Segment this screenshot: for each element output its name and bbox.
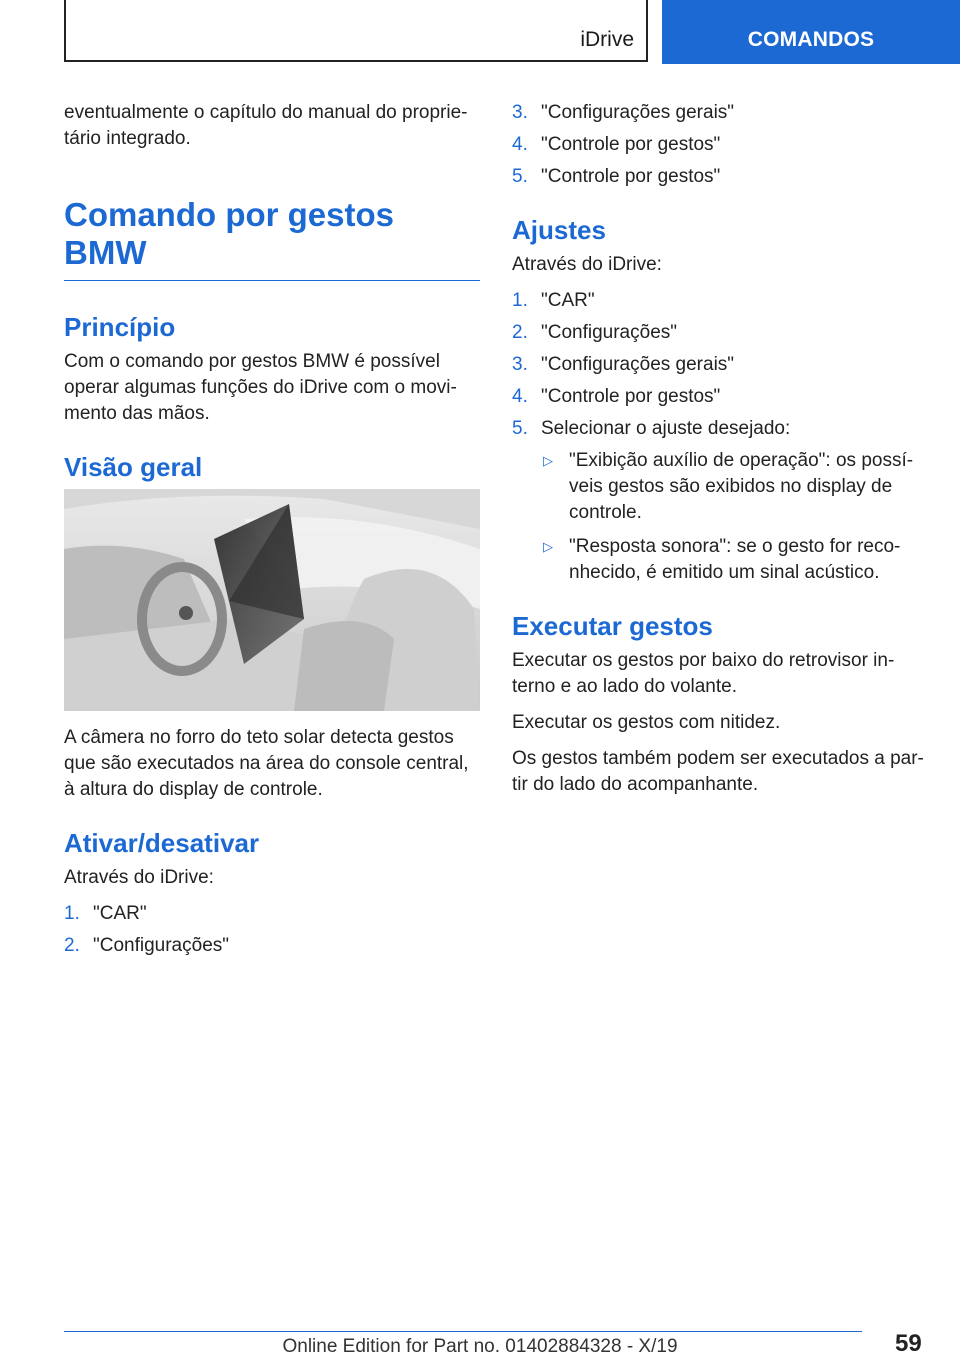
step-text: "Configurações gerais" [541,102,735,123]
section-principio-text: Com o comando por gestos BMW é possível operar algumas funções do iDrive com o movi-mento das mãos. [64,351,457,424]
section-executar-p3: Os gestos também podem ser executados a par-tir do lado do acompanhante. [512,748,924,795]
list-item [64,901,480,927]
section-ativar-title: Ativar/desativar [64,828,260,858]
section-executar-p2: Executar os gestos com nitidez. [512,712,781,733]
triangle-bullet-icon: ▷ [543,453,553,468]
left-column [64,100,480,965]
step-number: 2. [512,322,528,343]
step-number: 5. [512,418,528,439]
step-text: "Configurações gerais" [541,354,735,375]
right-column [512,100,926,808]
triangle-bullet-icon: ▷ [543,539,553,554]
section-ativar-intro: Através do iDrive: [64,867,214,888]
ativar-steps-continued [512,100,926,190]
step-number: 4. [512,134,528,155]
list-item [512,384,926,410]
section-ajustes-title: Ajustes [512,215,606,245]
ajustes-steps-list [512,288,926,586]
footer-edition-text: Online Edition for Part no. 01402884328 - X/19 [282,1336,678,1357]
sub-option-text: "Resposta sonora": se o gesto for reco-nhecido, é emitido um sinal acústico. [569,536,901,583]
header-chapter-label: COMANDOS [747,28,875,51]
step-text: "Controle por gestos" [541,386,721,407]
step-text: "CAR" [93,903,147,924]
car-interior-image [64,489,480,711]
section-principio-title: Princípio [64,312,176,342]
page-number: 59 [895,1330,922,1357]
header-left-box [64,0,648,62]
list-item [541,534,926,586]
step-text: "CAR" [541,290,595,311]
step-number: 1. [512,290,528,311]
intro-paragraph: eventualmente o capítulo do manual do proprie-tário integrado. [64,102,468,149]
sub-option-text: "Exibição auxílio de operação": os possí-veis gestos são exibidos no display de controle. [569,450,914,523]
step-number: 3. [512,102,528,123]
page-title: Comando por gestos BMW [64,196,480,281]
section-executar-p1: Executar os gestos por baixo do retrovisor in-terno e ao lado do volante. [512,650,895,697]
step-text: "Controle por gestos" [541,134,721,155]
list-item [512,100,926,126]
header-section-label: iDrive [580,28,634,51]
list-item [541,448,926,526]
step-number: 2. [64,935,80,956]
section-visao-title: Visão geral [64,452,203,482]
section-ajustes-intro: Através do iDrive: [512,254,662,275]
step-text: Selecionar o ajuste desejado: [541,418,791,439]
list-item [512,288,926,314]
list-item [512,416,926,586]
step-number: 1. [64,903,80,924]
step-text: "Controle por gestos" [541,166,721,187]
footer-divider [64,1331,862,1332]
ajustes-sub-options [541,448,926,586]
list-item [512,352,926,378]
header-chapter-tab[interactable] [662,0,960,64]
step-number: 3. [512,354,528,375]
step-text: "Configurações" [541,322,678,343]
car-interior-illustration [64,489,480,711]
step-number: 4. [512,386,528,407]
list-item [512,132,926,158]
section-executar-title: Executar gestos [512,611,713,641]
list-item [512,164,926,190]
section-visao-caption: A câmera no forro do teto solar detecta gestos que são executados na área do console central, à altura do display de controle. [64,727,469,800]
list-item [512,320,926,346]
list-item [64,933,480,959]
ativar-steps-list [64,901,480,959]
step-text: "Configurações" [93,935,230,956]
step-number: 5. [512,166,528,187]
